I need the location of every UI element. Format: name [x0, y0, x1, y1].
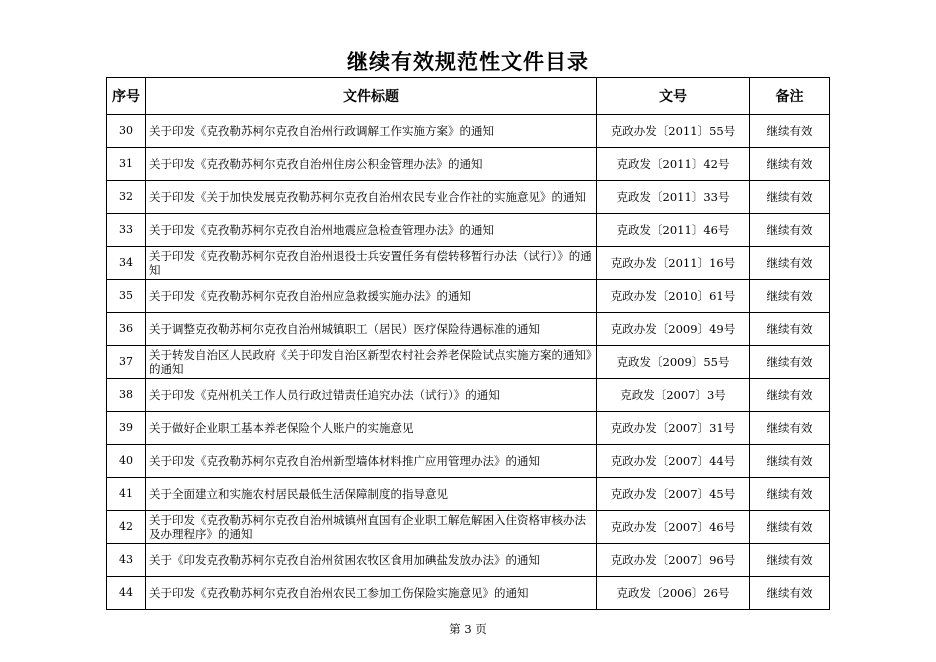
column-header-note: 备注	[750, 78, 830, 115]
table-row	[107, 280, 830, 313]
table-row	[107, 346, 830, 379]
row-title: 关于印发《克孜勒苏柯尔克孜自治州新型墙体材料推广应用管理办法》的通知	[146, 445, 597, 478]
row-number: 40	[107, 445, 146, 478]
row-doc-number: 克政发〔2011〕42号	[597, 148, 750, 181]
page-footer: 第 3 页	[449, 622, 487, 636]
document-catalog-table	[106, 77, 830, 610]
row-doc-number: 克政办发〔2010〕61号	[597, 280, 750, 313]
row-note: 继续有效	[750, 247, 830, 280]
row-doc-number: 克政办发〔2007〕31号	[597, 412, 750, 445]
row-doc-number: 克政办发〔2011〕55号	[597, 115, 750, 148]
row-note: 继续有效	[750, 544, 830, 577]
row-number: 32	[107, 181, 146, 214]
row-doc-number: 克政发〔2011〕33号	[597, 181, 750, 214]
row-number: 35	[107, 280, 146, 313]
table-row	[107, 379, 830, 412]
row-note: 继续有效	[750, 280, 830, 313]
row-title: 关于做好企业职工基本养老保险个人账户的实施意见	[146, 412, 597, 445]
table-row	[107, 544, 830, 577]
table-row	[107, 577, 830, 610]
row-number: 39	[107, 412, 146, 445]
row-title: 关于印发《克孜勒苏柯尔克孜自治州城镇州直国有企业职工解危解困入住资格审核办法及办理程序》的通知	[146, 511, 597, 544]
row-title: 关于印发《克孜勒苏柯尔克孜自治州退役士兵安置任务有偿转移暂行办法（试行）》的通知	[146, 247, 597, 280]
row-title: 关于《印发克孜勒苏柯尔克孜自治州贫困农牧区食用加碘盐发放办法》的通知	[146, 544, 597, 577]
column-header-doc: 文号	[597, 78, 750, 115]
table-row	[107, 148, 830, 181]
row-note: 继续有效	[750, 412, 830, 445]
row-number: 31	[107, 148, 146, 181]
row-note: 继续有效	[750, 478, 830, 511]
table-row	[107, 445, 830, 478]
row-number: 38	[107, 379, 146, 412]
row-note: 继续有效	[750, 346, 830, 379]
column-header-title: 文件标题	[146, 78, 597, 115]
table-row	[107, 412, 830, 445]
row-note: 继续有效	[750, 214, 830, 247]
row-note: 继续有效	[750, 379, 830, 412]
row-note: 继续有效	[750, 181, 830, 214]
row-number: 30	[107, 115, 146, 148]
table-row	[107, 511, 830, 544]
row-number: 41	[107, 478, 146, 511]
row-number: 34	[107, 247, 146, 280]
column-header-num: 序号	[107, 78, 146, 115]
row-title: 关于全面建立和实施农村居民最低生活保障制度的指导意见	[146, 478, 597, 511]
row-doc-number: 克政办发〔2007〕44号	[597, 445, 750, 478]
row-title: 关于印发《克孜勒苏柯尔克孜自治州住房公积金管理办法》的通知	[146, 148, 597, 181]
row-title: 关于印发《克州机关工作人员行政过错责任追究办法（试行）》的通知	[146, 379, 597, 412]
row-doc-number: 克政办发〔2009〕49号	[597, 313, 750, 346]
row-number: 33	[107, 214, 146, 247]
row-doc-number: 克政办发〔2007〕46号	[597, 511, 750, 544]
row-note: 继续有效	[750, 148, 830, 181]
table-row	[107, 115, 830, 148]
row-title: 关于印发《克孜勒苏柯尔克孜自治州地震应急检查管理办法》的通知	[146, 214, 597, 247]
table-row	[107, 181, 830, 214]
row-title: 关于印发《克孜勒苏柯尔克孜自治州应急救援实施办法》的通知	[146, 280, 597, 313]
row-note: 继续有效	[750, 445, 830, 478]
row-doc-number: 克政办发〔2007〕45号	[597, 478, 750, 511]
row-number: 42	[107, 511, 146, 544]
row-note: 继续有效	[750, 577, 830, 610]
row-doc-number: 克政发〔2007〕3号	[597, 379, 750, 412]
row-note: 继续有效	[750, 115, 830, 148]
table-row	[107, 247, 830, 280]
table-row	[107, 214, 830, 247]
table-header-row	[107, 78, 830, 115]
row-number: 44	[107, 577, 146, 610]
table-row	[107, 478, 830, 511]
row-title: 关于印发《克孜勒苏柯尔克孜自治州行政调解工作实施方案》的通知	[146, 115, 597, 148]
row-note: 继续有效	[750, 511, 830, 544]
row-number: 37	[107, 346, 146, 379]
row-doc-number: 克政办发〔2011〕16号	[597, 247, 750, 280]
row-title: 关于转发自治区人民政府《关于印发自治区新型农村社会养老保险试点实施方案的通知》的通知	[146, 346, 597, 379]
row-doc-number: 克政发〔2009〕55号	[597, 346, 750, 379]
page-title: 继续有效规范性文件目录	[347, 50, 589, 74]
row-title: 关于印发《克孜勒苏柯尔克孜自治州农民工参加工伤保险实施意见》的通知	[146, 577, 597, 610]
row-number: 36	[107, 313, 146, 346]
row-doc-number: 克政发〔2006〕26号	[597, 577, 750, 610]
row-doc-number: 克政发〔2011〕46号	[597, 214, 750, 247]
row-note: 继续有效	[750, 313, 830, 346]
row-doc-number: 克政办发〔2007〕96号	[597, 544, 750, 577]
row-title: 关于调整克孜勒苏柯尔克孜自治州城镇职工（居民）医疗保险待遇标准的通知	[146, 313, 597, 346]
table-row	[107, 313, 830, 346]
row-title: 关于印发《关于加快发展克孜勒苏柯尔克孜自治州农民专业合作社的实施意见》的通知	[146, 181, 597, 214]
row-number: 43	[107, 544, 146, 577]
